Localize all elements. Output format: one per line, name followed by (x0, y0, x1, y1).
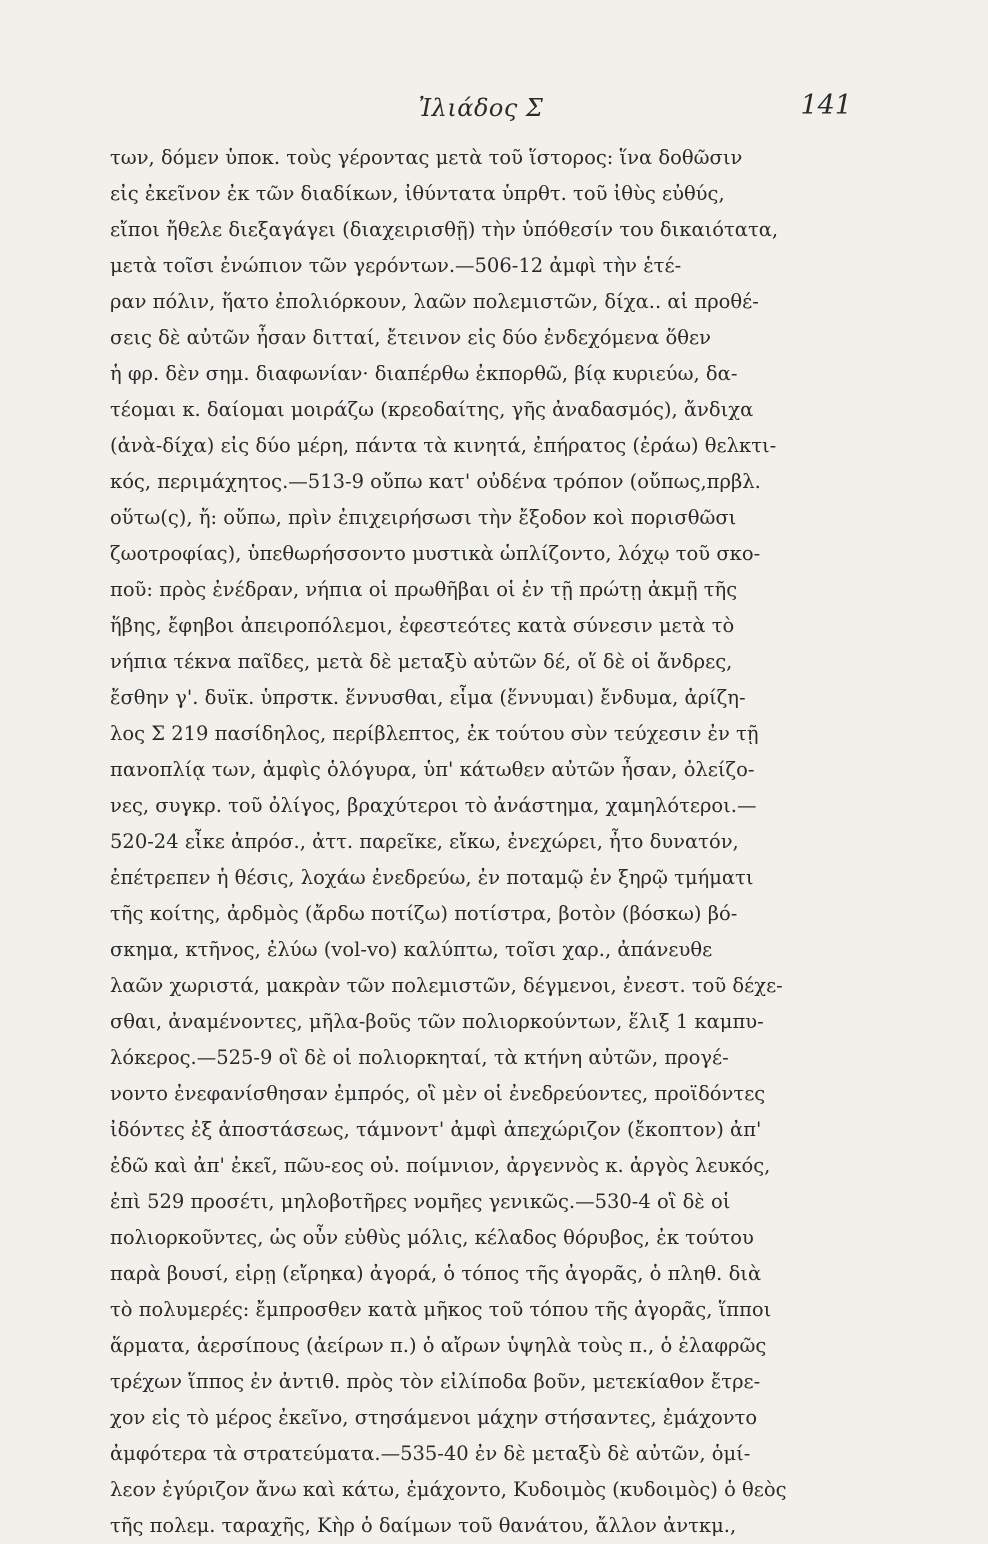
text-line: ἰδόντες ἐξ ἀποστάσεως, τάμνοντ' ἀμφὶ ἀπεχώριζον (ἔκοπτον) ἀπ' (110, 1118, 762, 1141)
text-line: 520-24 εἶκε ἀπρόσ., ἀττ. παρεῖκε, εἴκω, ἐνεχώρει, ἦτο δυνατόν, (110, 830, 739, 853)
text-line: νες, συγκρ. τοῦ ὀλίγος, βραχύτεροι τὸ ἀνάστημα, χαμηλότεροι.— (110, 794, 757, 817)
text-line: μετὰ τοῖσι ἐνώπιον τῶν γερόντων.—506-12 ἀμφὶ τὴν ἑτέ- (110, 254, 682, 277)
text-line: ἡ φρ. δὲν σημ. διαφωνίαν· διαπέρθω ἐκπορθῶ, βίᾳ κυριεύω, δα- (110, 362, 738, 385)
text-line: σθαι, ἀναμένοντες, μῆλα-βοῦς τῶν πολιορκούντων, ἕλιξ 1 καμπυ- (110, 1010, 764, 1033)
text-line: λαῶν χωριστά, μακρὰν τῶν πολεμιστῶν, δέγμενοι, ἐνεστ. τοῦ δέχε- (110, 974, 783, 997)
text-line: οὕτω(ς), ἤ: οὔπω, πρὶν ἐπιχειρήσωσι τὴν ἔξοδον κοὶ πορισθῶσι (110, 506, 737, 529)
text-line: εἴποι ἤθελε διεξαγάγει (διαχειρισθῇ) τὴν ὑπόθεσίν του δικαιότατα, (110, 218, 779, 241)
text-line: κός, περιμάχητος.—513-9 οὔπω κατ' οὐδένα τρόπον (οὔπως,πρβλ. (110, 470, 761, 493)
text-line: παρὰ βουσί, εἰρῃ (εἴρηκα) ἀγορά, ὁ τόπος τῆς ἀγορᾶς, ὁ πληθ. διὰ (110, 1262, 762, 1285)
text-line: ἔσθην γ'. δυϊκ. ὑπρστκ. ἕννυσθαι, εἷμα (ἕννυμαι) ἔνδυμα, ἀρίζη- (110, 686, 746, 709)
text-line: ἅρματα, ἀερσίπους (ἀείρων π.) ὁ αἴρων ὑψηλὰ τοὺς π., ὁ ἐλαφρῶς (110, 1334, 767, 1357)
text-line: ζωοτροφίας), ὑπεθωρήσσοντο μυστικὰ ὡπλίζοντο, λόχῳ τοῦ σκο- (110, 542, 761, 565)
text-line: πολιορκοῦντες, ὡς οὖν εὐθὺς μόλις, κέλαδος θόρυβος, ἐκ τούτου (110, 1226, 754, 1249)
text-line: εἰς ἐκεῖνον ἐκ τῶν διαδίκων, ἰθύντατα ὑπρθτ. τοῦ ἰθὺς εὐθύς, (110, 182, 725, 205)
text-line: των, δόμεν ὑποκ. τοὺς γέροντας μετὰ τοῦ ἵστορος: ἵνα δοθῶσιν (110, 146, 743, 169)
text-line: ἐπέτρεπεν ἡ θέσις, λοχάω ἐνεδρεύω, ἐν ποταμῷ ἐν ξηρῷ τμήματι (110, 866, 754, 889)
text-line: τρέχων ἵππος ἐν ἀντιθ. πρὸς τὸν εἰλίποδα βοῦν, μετεκίαθον ἔτρε- (110, 1370, 761, 1393)
running-head: Ἰλιάδος Σ (418, 94, 544, 122)
text-line: λόκερος.—525-9 οἳ δὲ οἱ πολιορκηταί, τὰ κτήνη αὐτῶν, προγέ- (110, 1046, 729, 1069)
text-line: σεις δὲ αὐτῶν ἦσαν διτταί, ἔτεινον εἰς δύο ἐνδεχόμενα ὅθεν (110, 326, 711, 349)
text-line: τῆς κοίτης, ἀρδμὸς (ἄρδω ποτίζω) ποτίστρα, βοτὸν (βόσκω) βό- (110, 902, 738, 925)
text-line: ραν πόλιν, ἥατο ἐπολιόρκουν, λαῶν πολεμιστῶν, δίχα.. αἱ προθέ- (110, 290, 759, 313)
text-line: ἐπὶ 529 προσέτι, μηλοβοτῆρες νομῆες γενικῶς.—530-4 οἳ δὲ οἱ (110, 1190, 731, 1213)
text-line: ἀμφότερα τὰ στρατεύματα.—535-40 ἐν δὲ μεταξὺ δὲ αὐτῶν, ὁμί- (110, 1442, 751, 1465)
text-line: σκημα, κτῆνος, ἐλύω (vol-vo) καλύπτω, τοῖσι χαρ., ἀπάνευθε (110, 938, 713, 961)
text-line: νήπια τέκνα παῖδες, μετὰ δὲ μεταξὺ αὐτῶν δέ, οἵ δὲ οἱ ἄνδρες, (110, 650, 733, 673)
text-line: ἥβης, ἔφηβοι ἀπειροπόλεμοι, ἐφεστεότες κατὰ σύνεσιν μετὰ τὸ (110, 614, 735, 637)
text-line: τὸ πολυμερές: ἔμπροσθεν κατὰ μῆκος τοῦ τόπου τῆς ἀγορᾶς, ἵπποι (110, 1298, 772, 1321)
text-line: ἐδῶ καὶ ἀπ' ἐκεῖ, πῶυ-εος οὐ. ποίμνιον, ἀργεννὸς κ. ἀργὸς λευκός, (110, 1154, 771, 1177)
text-line: λεον ἐγύριζον ἄνω καὶ κάτω, ἐμάχοντο, Κυδοιμὸς (κυδοιμὸς) ὁ θεὸς (110, 1478, 787, 1501)
text-line: πανοπλίᾳ των, ἀμφὶς ὁλόγυρα, ὑπ' κάτωθεν αὐτῶν ἦσαν, ὀλείζο- (110, 758, 755, 781)
page-number: 141 (800, 90, 852, 121)
text-line: τῆς πολεμ. ταραχῆς, Κὴρ ὁ δαίμων τοῦ θανάτου, ἄλλον ἀντκμ., (110, 1514, 737, 1537)
text-line: λος Σ 219 πασίδηλος, περίβλεπτος, ἐκ τούτου σὺν τεύχεσιν ἐν τῇ (110, 722, 759, 745)
text-line: χον εἰς τὸ μέρος ἐκεῖνο, στησάμενοι μάχην στήσαντες, ἐμάχοντο (110, 1406, 758, 1429)
text-line: τέομαι κ. δαίομαι μοιράζω (κρεοδαίτης, γῆς ἀναδασμός), ἄνδιχα (110, 398, 754, 421)
page-header (110, 86, 852, 126)
text-line: νοντο ἐνεφανίσθησαν ἐμπρός, οἳ μὲν οἱ ἐνεδρεύοντες, προϊδόντες (110, 1082, 766, 1105)
text-line: (ἀνὰ-δίχα) εἰς δύο μέρη, πάντα τὰ κινητά, ἐπήρατος (ἐράω) θελκτι- (110, 434, 777, 457)
text-line: ποῦ: πρὸς ἐνέδραν, νήπια οἱ πρωθῆβαι οἱ ἐν τῇ πρώτῃ ἀκμῇ τῆς (110, 578, 738, 601)
commentary-text (110, 140, 854, 1544)
